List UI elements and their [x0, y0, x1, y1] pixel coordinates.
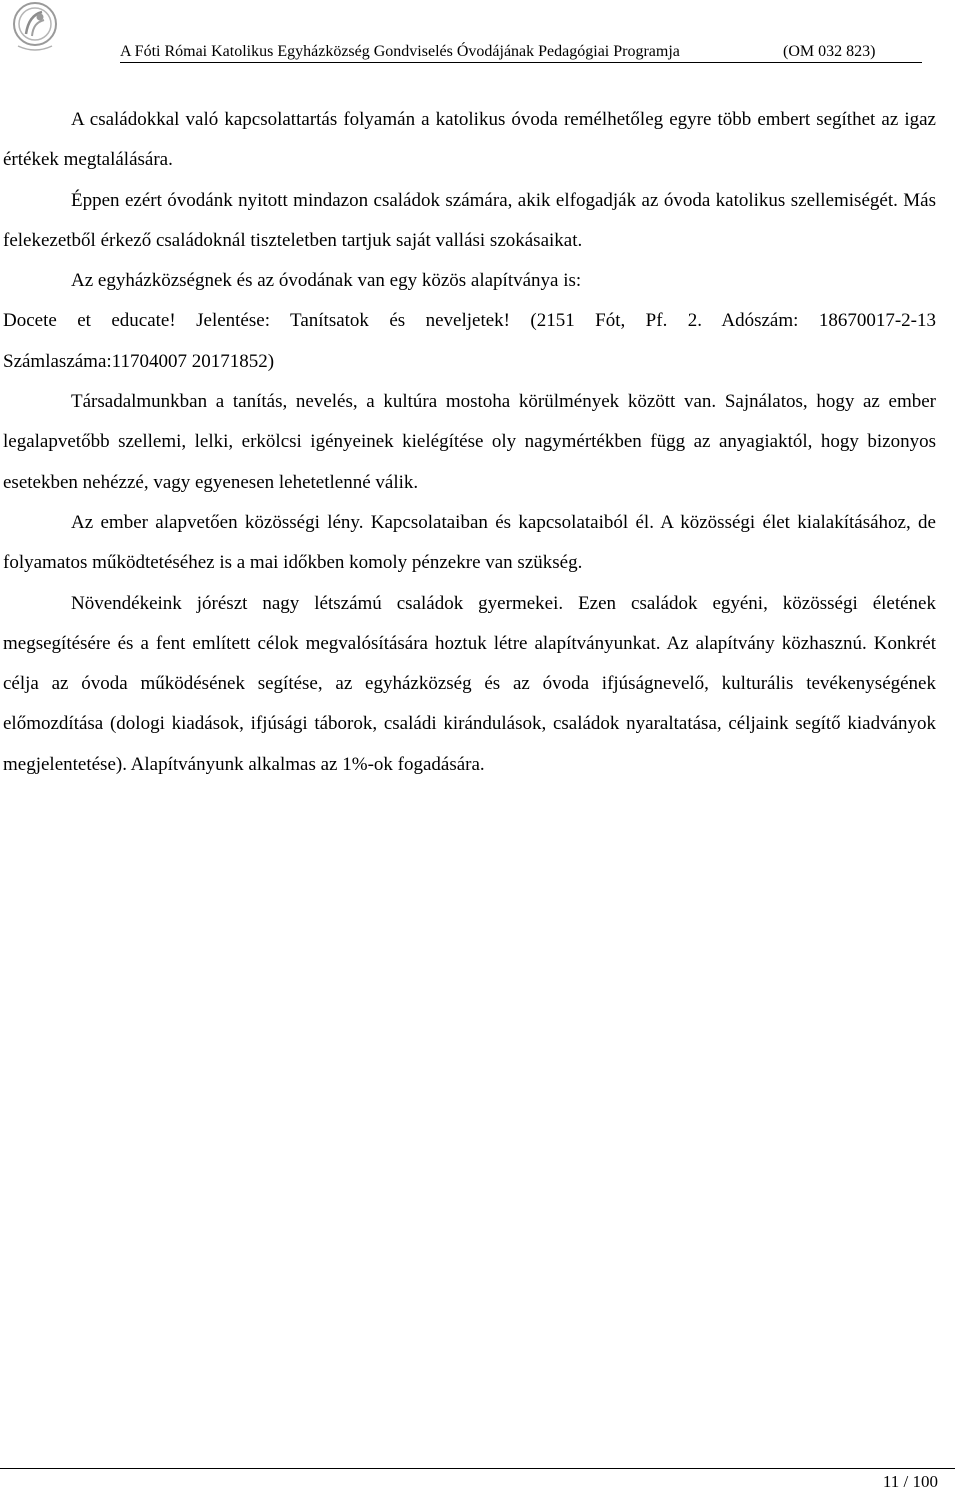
header-rule	[120, 62, 922, 63]
page-number: 11 / 100	[882, 1472, 938, 1491]
header-om-number: (OM 032 823)	[783, 43, 876, 60]
header-title: A Fóti Római Katolikus Egyházközség Gondviselés Óvodájának Pedagógiai Programja	[120, 43, 680, 60]
paragraph: Éppen ezért óvodánk nyitott mindazon családok számára, akik elfogadják az óvoda katolikus szellemiségét. Más felekezetből érkező családoknál tiszteletben tartjuk saját vallási szokásaikat.	[3, 189, 936, 251]
body-text	[3, 100, 936, 785]
paragraph: Társadalmunkban a tanítás, nevelés, a kultúra mostoha körülmények között van. Sajnálatos, hogy az ember legalapvetőbb szellemi, lelki, erkölcsi igényeinek kielégítése oly nagymértékben függ az anyagiaktól, hogy bizonyos esetekben nehézzé, vagy egyenesen lehetetlenné válik.	[3, 391, 936, 493]
paragraph: Docete et educate! Jelentése: Tanítsatok és neveljetek! (2151 Fót, Pf. 2. Adószám: 18670017-2-13 Számlaszáma:11704007 20171852)	[3, 310, 936, 372]
paragraph: A családokkal való kapcsolattartás folyamán a katolikus óvoda remélhetőleg egyre több embert segíthet az igaz értékek megtalálására.	[3, 109, 936, 171]
footer-rule	[0, 1468, 955, 1469]
paragraph: Az ember alapvetően közösségi lény. Kapcsolataiban és kapcsolataiból él. A közösségi élet kialakításához, de folyamatos működtetéséhez is a mai időkben komoly pénzekre van szükség.	[3, 511, 936, 574]
parish-seal-icon	[4, 0, 66, 56]
paragraph: Az egyházközségnek és az óvodának van egy közös alapítványa is:	[71, 270, 582, 292]
paragraph: Növendékeink jórészt nagy létszámú családok gyermekei. Ezen családok egyéni, közösségi életének megsegítésére és a fent említett célok megvalósítására hoztuk létre alapítványunkat. Az alapítvány közhasznú. Konkrét célja az óvoda működésének segítése, az egyházközség és az óvoda ifjúságnevelő, kulturális tevékenységének előmozdítása (dologi kiadások, ifjúsági táborok, családi kirándulások, családok nyaraltatása, céljaink segítő kiadványok megjelentetése). Alapítványunk alkalmas az 1%-ok fogadására.	[3, 592, 936, 775]
